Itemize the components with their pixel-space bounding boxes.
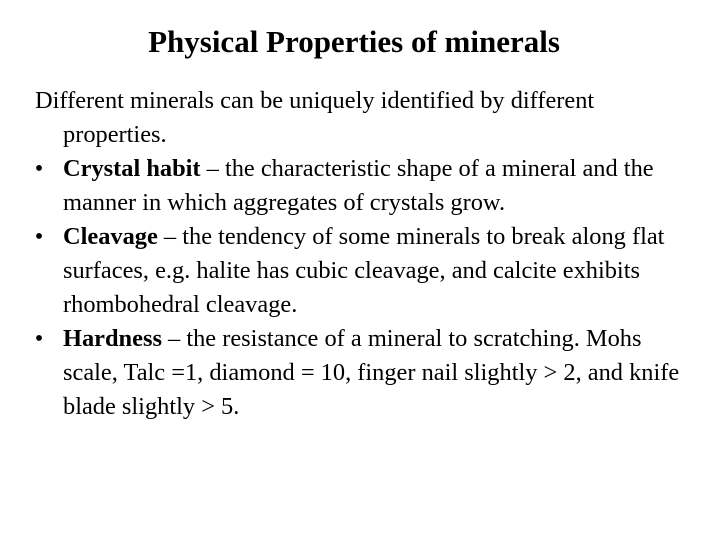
bullet-dot-icon: • — [34, 155, 44, 182]
slide-body — [35, 84, 695, 424]
slide-title: Physical Properties of minerals — [148, 24, 560, 59]
bullet-term: Hardness — [63, 325, 162, 352]
bullet-dot-icon: • — [34, 223, 44, 250]
bullet-item-crystal-habit — [35, 152, 695, 220]
bullet-term: Crystal habit — [63, 155, 201, 182]
bullet-text: – the characteristic shape of a mineral and the manner in which aggregates of crystals grow. — [63, 155, 654, 216]
bullet-text: – the resistance of a mineral to scratching. Mohs scale, Talc =1, diamond = 10, finger nail slightly > 2, and knife blade slightly > 5. — [63, 325, 680, 420]
bullet-item-cleavage — [35, 220, 695, 322]
intro-text: Different minerals can be uniquely identified by different properties. — [35, 87, 595, 148]
bullet-term: Cleavage — [63, 223, 158, 250]
bullet-text: – the tendency of some minerals to break along flat surfaces, e.g. halite has cubic cleavage, and calcite exhibits rhombohedral cleavage. — [63, 223, 665, 318]
bullet-list — [35, 152, 695, 424]
bullet-item-hardness — [35, 322, 695, 424]
bullet-dot-icon: • — [34, 325, 44, 352]
